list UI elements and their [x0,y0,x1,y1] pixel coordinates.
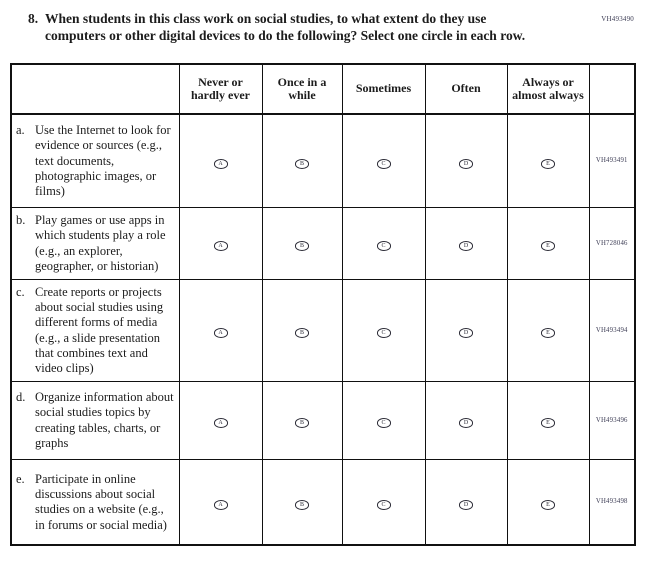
answer-cell [262,114,342,207]
answer-bubble[interactable]: E [541,241,555,251]
question-block [28,11,613,44]
header-cell-blank [11,64,179,114]
answer-cell [507,114,589,207]
answer-cell [179,114,262,207]
header-cell-never: Never or hardly ever [179,64,262,114]
answer-cell [179,207,262,279]
answer-bubble[interactable]: D [459,241,473,251]
row-accession-code: VH493496 [589,381,635,459]
answer-cell [342,459,425,545]
answer-bubble[interactable]: E [541,159,555,169]
header-cell-sometimes: Sometimes [342,64,425,114]
answer-bubble[interactable]: C [377,159,391,169]
question-line2-pre: computers or other digital devices to do the following? Select [45,27,398,43]
answer-bubble[interactable]: B [295,500,309,510]
table-row-c [11,279,635,381]
answer-cell [179,381,262,459]
answer-cell [425,459,507,545]
answer-cell [507,279,589,381]
question-text [45,11,525,44]
row-text: Organize information about social studies topics by creating tables, charts, or graphs [35,389,174,450]
answer-cell [342,114,425,207]
answer-bubble[interactable]: A [214,418,228,428]
answer-cell [179,279,262,381]
header-cell-code-blank [589,64,635,114]
answer-cell [425,381,507,459]
header-cell-often: Often [425,64,507,114]
row-text: Play games or use apps in which students play a role (e.g., an explorer, geographer, or historian) [35,212,166,273]
answer-bubble[interactable]: B [295,418,309,428]
row-text: Create reports or projects about social studies using different forms of media (e.g., a slide presentation that combines text and video clips) [35,284,164,376]
answer-bubble[interactable]: C [377,500,391,510]
answer-bubble[interactable]: B [295,328,309,338]
question-line2-post: circle in each row. [417,27,526,43]
answer-cell [262,207,342,279]
answer-cell [342,279,425,381]
answer-bubble[interactable]: E [541,328,555,338]
row-text: Use the Internet to look for evidence or sources (e.g., text documents, photographic images, or films) [35,123,171,199]
answer-bubble[interactable]: D [459,418,473,428]
header-row [11,64,635,114]
answer-bubble[interactable]: A [214,500,228,510]
answer-bubble[interactable]: C [377,418,391,428]
question-number: 8. [28,11,39,26]
answer-cell [262,381,342,459]
answer-bubble[interactable]: D [459,328,473,338]
row-letter: a. [16,123,25,137]
answer-bubble[interactable]: B [295,241,309,251]
table-row-e [11,459,635,545]
row-letter: c. [16,284,25,299]
answer-cell [262,279,342,381]
answer-cell [342,207,425,279]
row-accession-code: VH493491 [589,114,635,207]
question-line1: When students in this class work on social studies, to what extent do they use [45,11,487,26]
row-letter: e. [16,471,25,486]
answer-bubble[interactable]: C [377,241,391,251]
row-label-cell [11,279,179,381]
header-cell-always: Always or almost always [507,64,589,114]
row-letter: b. [16,212,26,227]
row-text: Participate in online discussions about social studies on a website (e.g., in forums or social media) [35,471,167,532]
row-accession-code: VH493494 [589,279,635,381]
answer-bubble[interactable]: A [214,241,228,251]
answer-bubble[interactable]: C [377,328,391,338]
row-accession-code: VH728046 [589,207,635,279]
question-line2-bold: one [397,27,418,43]
answer-cell [507,381,589,459]
row-accession-code: VH493498 [589,459,635,545]
answer-cell [507,207,589,279]
table-row-a [11,114,635,207]
answer-cell [425,279,507,381]
answer-cell [425,114,507,207]
row-label-cell [11,207,179,279]
table-row-d [11,381,635,459]
row-label-cell [11,459,179,545]
table-row-b [11,207,635,279]
answer-bubble[interactable]: A [214,159,228,169]
answer-cell [507,459,589,545]
header-cell-once: Once in a while [262,64,342,114]
answer-bubble[interactable]: B [295,159,309,169]
answer-cell [342,381,425,459]
answer-bubble[interactable]: D [459,159,473,169]
item-accession-code: VH493490 [601,15,634,23]
row-label-cell [11,381,179,459]
answer-bubble[interactable]: E [541,418,555,428]
answer-bubble[interactable]: D [459,500,473,510]
answer-cell [179,459,262,545]
response-matrix-table [10,63,636,546]
answer-bubble[interactable]: E [541,500,555,510]
row-label-cell [11,114,179,207]
answer-cell [425,207,507,279]
row-letter: d. [16,389,26,404]
answer-cell [262,459,342,545]
answer-bubble[interactable]: A [214,328,228,338]
